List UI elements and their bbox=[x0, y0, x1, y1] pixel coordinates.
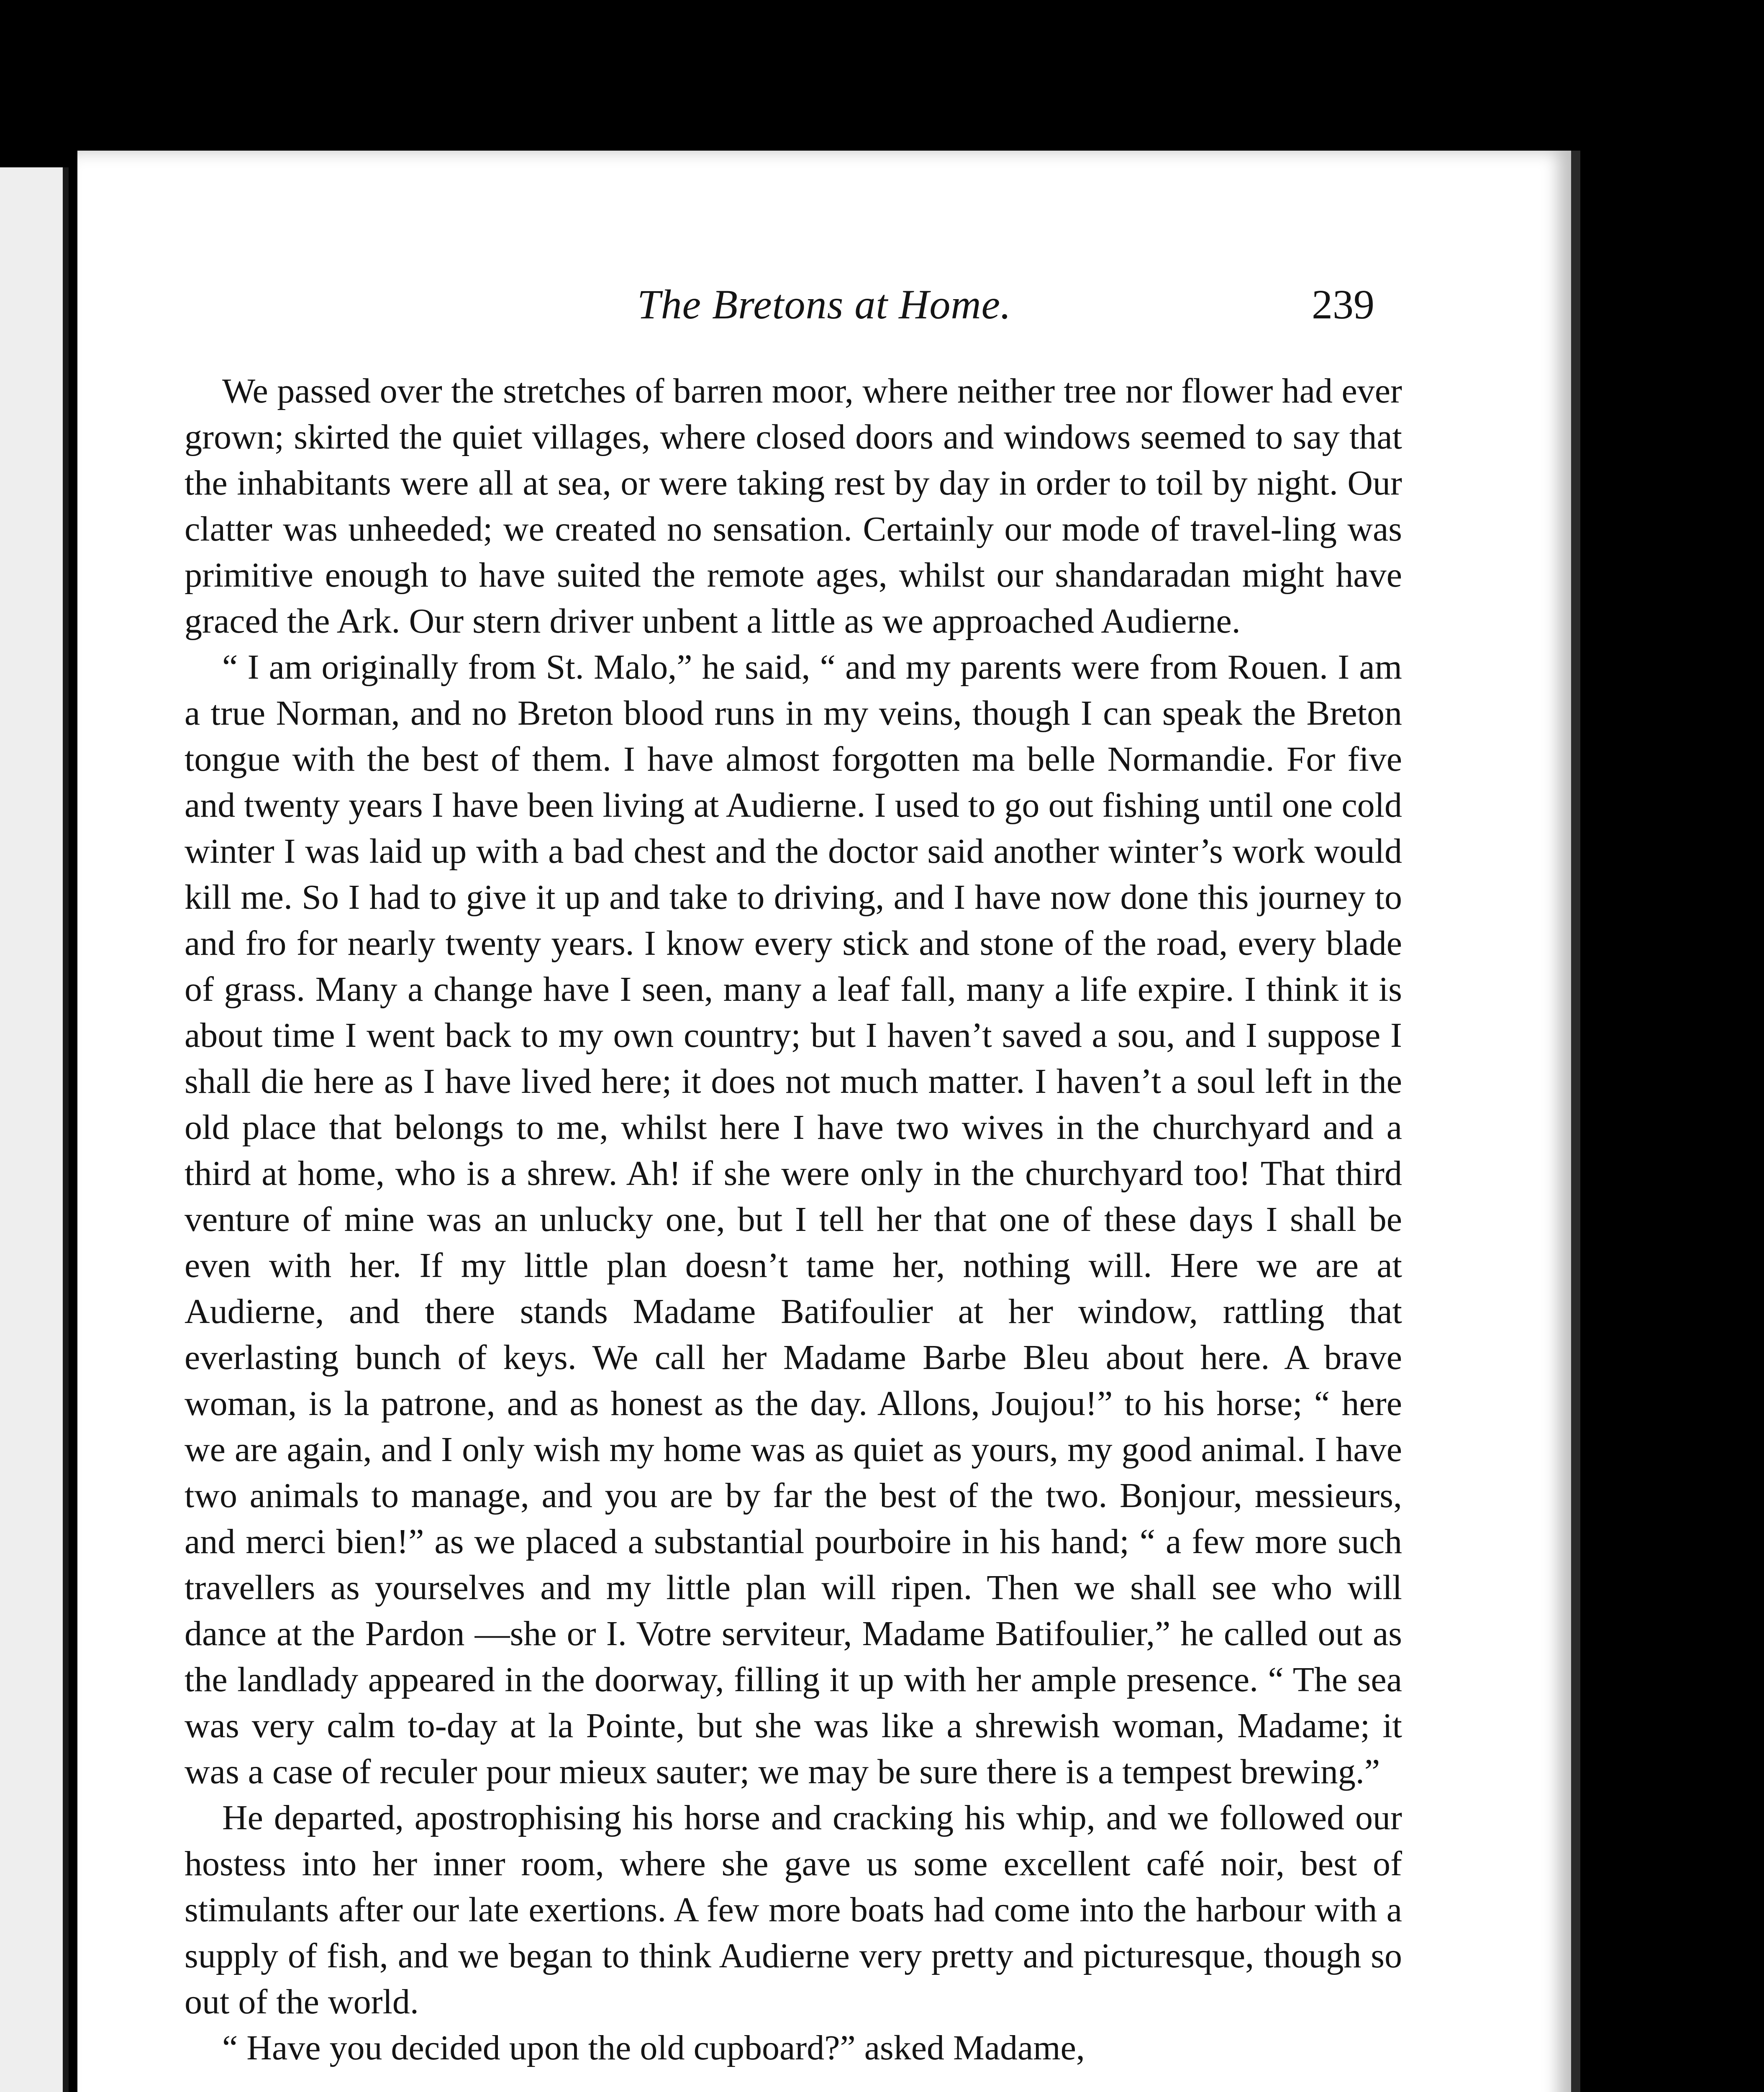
book-page bbox=[77, 151, 1571, 2092]
page-shadow-edge bbox=[1571, 151, 1580, 2092]
page-body bbox=[185, 368, 1402, 2071]
running-title: The Bretons at Home. bbox=[637, 281, 1011, 328]
page-number: 239 bbox=[1312, 281, 1374, 328]
paragraph-1: We passed over the stretches of barren moor, where neither tree nor flower had ever grown; skirted the quiet villages, where closed doors and windows seemed to say that the inhabitants were all at sea, or were taking rest by day in order to toil by night. Our clatter was unheeded; we created no sensation. Certainly our mode of travel-ling was primitive enough to have suited the remote ages, whilst our shandaradan might have graced the Ark. Our stern driver unbent a little as we approached Audierne. bbox=[185, 372, 1402, 641]
facing-page-edge bbox=[0, 167, 69, 2092]
paragraph-3: He departed, apostrophising his horse and cracking his whip, and we followed our hostess into her inner room, where she gave us some excellent café noir, best of stimulants after our late exertions. A few more boats had come into the harbour with a supply of fish, and we began to think Audierne very pretty and picturesque, though so out of the world. bbox=[185, 1798, 1402, 2021]
paragraph-2: “ I am originally from St. Malo,” he said, “ and my parents were from Rouen. I am a true Norman, and no Breton blood runs in my veins, though I can speak the Breton tongue with the best of them. I have almost forgotten ma belle Normandie. For five and twenty years I have been living at Audierne. I used to go out fishing until one cold winter I was laid up with a bad chest and the doctor said another winter’s work would kill me. So I had to give it up and take to driving, and I have now done this journey to and fro for nearly twenty years. I know every stick and stone of the road, every blade of grass. Many a change have I seen, many a leaf fall, many a life expire. I think it is about time I went back to my own country; but I haven’t saved a sou, and I suppose I shall die here as I have lived here; it does not much matter. I haven’t a soul left in the old place that belongs to me, whilst here I have two wives in the churchyard and a third at home, who is a shrew. Ah! if she were only in the churchyard too! That third venture of mine was an unlucky one, but I tell her that one of these days I shall be even with her. If my little plan doesn’t tame her, nothing will. Here we are at Audierne, and there stands Madame Batifoulier at her window, rattling that everlasting bunch of keys. We call her Madame Barbe Bleu about here. A brave woman, is la patrone, and as honest as the day. Allons, Joujou!” to his horse; “ here we are again, and I only wish my home was as quiet as yours, my good animal. I have two animals to manage, and you are by far the best of the two. Bonjour, messieurs, and merci bien!” as we placed a substantial pourboire in his hand; “ a few more such travellers as yourselves and my little plan will ripen. Then we shall see who will dance at the Pardon —she or I. Votre serviteur, Madame Batifoulier,” he called out as the landlady appeared in the doorway, filling it up with her ample presence. “ The sea was very calm to-day at la Pointe, but she was like a shrewish woman, Madame; it was a case of reculer pour mieux sauter; we may be sure there is a tempest brewing.” bbox=[185, 648, 1402, 1791]
page-header bbox=[77, 280, 1571, 347]
paragraph-4: “ Have you decided upon the old cupboard?” asked Madame, bbox=[222, 2028, 1085, 2067]
